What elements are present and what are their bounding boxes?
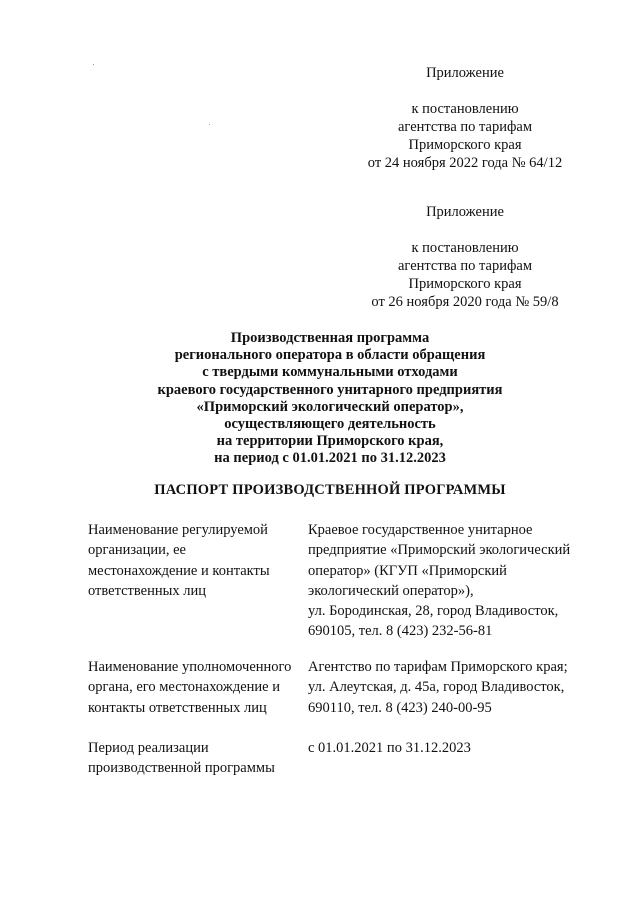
appendix-previous-line: от 26 ноября 2020 года № 59/8 [371,294,559,310]
program-title-line: краевого государственного унитарного предприятия [157,381,503,398]
scan-speck [209,124,210,125]
program-title [110,330,550,468]
row-value-line: экологический оператор»), [308,582,474,599]
row-label [88,520,303,601]
appendix-previous [330,203,600,311]
row-label [88,738,303,779]
row-value [308,657,608,718]
program-title-line: с твердыми коммунальными отходами [202,364,458,381]
program-title-line: Производственная программа [230,330,430,346]
row-label-line: ответственных лиц [88,582,206,599]
program-title-line: осуществляющего деятельность [224,416,436,433]
appendix-current-line: Приморского края [408,137,522,153]
appendix-current [330,64,600,172]
appendix-previous-line: Приморского края [408,276,522,292]
row-label-line: местонахождение и контакты [88,562,270,579]
row-label-line: организации, ее [88,542,186,559]
appendix-current-title: Приложение [426,65,504,81]
appendix-previous-line: к постановлению [411,240,519,256]
row-label-line: Период реализации [88,740,209,756]
row-value-line: Краевое государственное унитарное [308,522,533,538]
appendix-current-line: к постановлению [411,101,519,117]
row-value-line: ул. Бородинская, 28, город Владивосток, [308,603,559,620]
spacer [330,221,600,239]
passport-heading: ПАСПОРТ ПРОИЗВОДСТВЕННОЙ ПРОГРАММЫ [154,482,506,498]
row-label-line: органа, его местонахождение и [88,679,280,696]
row-value [308,738,608,758]
row-value-line: Агентство по тарифам Приморского края; [308,659,568,675]
row-label-line: Наименование регулируемой [88,522,268,538]
appendix-current-line: от 24 ноября 2022 года № 64/12 [367,155,563,171]
scan-speck [93,64,94,65]
spacer [330,82,600,100]
row-value-line: 690110, тел. 8 (423) 240-00-95 [308,699,492,716]
row-value-line: оператор» (КГУП «Приморский [308,562,507,579]
row-value-line: 690105, тел. 8 (423) 232-56-81 [308,623,493,640]
appendix-previous-title: Приложение [426,204,504,220]
row-value-line: ул. Алеутская, д. 45а, город Владивосток, [308,679,565,696]
row-value-line: предприятие «Приморский экологический [308,542,571,559]
row-value-line: с 01.01.2021 по 31.12.2023 [308,740,471,756]
appendix-current-line: агентства по тарифам [398,119,532,135]
program-title-line: на территории Приморского края, [216,433,444,450]
program-title-line: «Приморский экологический оператор», [196,398,464,415]
appendix-previous-line: агентства по тарифам [398,258,532,274]
program-title-line: регионального оператора в области обращения [174,347,486,364]
row-label-line: производственной программы [88,760,275,777]
row-label-line: контакты ответственных лиц [88,699,267,716]
row-label-line: Наименование уполномоченного [88,659,292,675]
program-title-line: на период с 01.01.2021 по 31.12.2023 [214,450,446,467]
row-label [88,657,303,718]
row-value [308,520,608,642]
